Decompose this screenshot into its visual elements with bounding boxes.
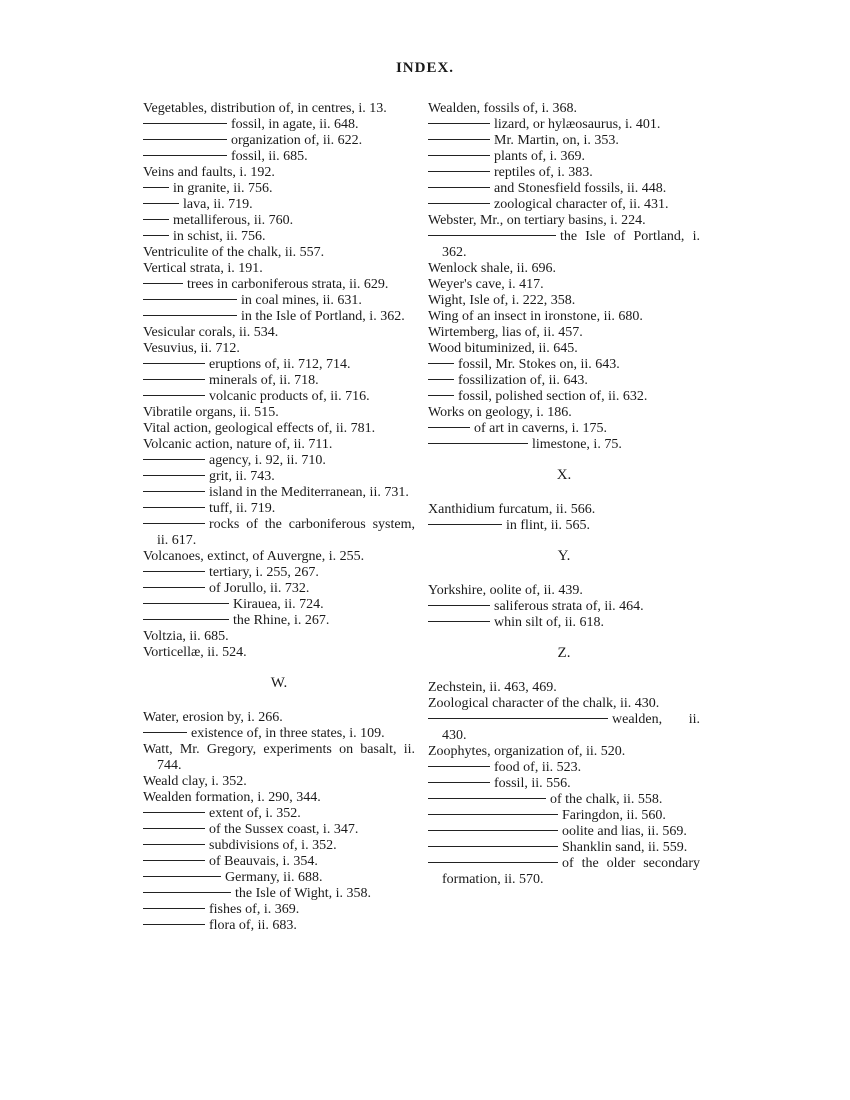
entry-text: fossilization of, ii. 643. (458, 373, 588, 388)
entry-text: the Rhine, i. 267. (233, 613, 330, 628)
index-entry (428, 760, 700, 776)
entry-text: minerals of, ii. 718. (209, 373, 319, 388)
entry-text: Wirtemberg, lias of, ii. 457. (428, 325, 583, 340)
ditto-dash (428, 395, 454, 396)
ditto-dash (143, 892, 231, 893)
ditto-dash (428, 123, 490, 124)
index-entry (143, 213, 415, 229)
entry-text: agency, i. 92, ii. 710. (209, 453, 326, 468)
index-entry (143, 902, 415, 918)
entry-text: in coal mines, ii. 631. (241, 293, 362, 308)
entry-text: food of, ii. 523. (494, 760, 582, 775)
entry-text: oolite and lias, ii. 569. (562, 824, 687, 839)
ditto-dash (428, 718, 608, 719)
entry-text: fossil, in agate, ii. 648. (231, 117, 359, 132)
index-entry (428, 181, 700, 197)
index-entry (428, 615, 700, 631)
entry-text: the Isle of Wight, i. 358. (235, 886, 372, 901)
ditto-dash (428, 605, 490, 606)
index-entry (428, 712, 700, 744)
index-entry (143, 726, 415, 742)
ditto-dash (143, 475, 205, 476)
ditto-dash (428, 814, 558, 815)
entry-text: in flint, ii. 565. (506, 518, 590, 533)
index-entry (143, 293, 415, 309)
entry-text: Mr. Martin, on, i. 353. (494, 133, 619, 148)
entry-text: Vertical strata, i. 191. (143, 261, 263, 276)
entry-text: Germany, ii. 688. (225, 870, 323, 885)
index-entry (428, 277, 700, 293)
entry-text: subdivisions of, i. 352. (209, 838, 337, 853)
index-entry (143, 549, 415, 565)
ditto-dash (428, 443, 528, 444)
index-entry (428, 502, 700, 518)
ditto-dash (428, 798, 546, 799)
index-entry (428, 341, 700, 357)
index-entry (143, 565, 415, 581)
ditto-dash (428, 187, 490, 188)
index-entry (143, 645, 415, 661)
index-entry (428, 583, 700, 599)
index-column-left (143, 101, 415, 934)
entry-text: Kirauea, ii. 724. (233, 597, 324, 612)
index-entry (143, 373, 415, 389)
ditto-dash (143, 587, 205, 588)
index-entry (428, 808, 700, 824)
entry-text: lava, ii. 719. (183, 197, 253, 212)
entry-text: flora of, ii. 683. (209, 918, 297, 933)
ditto-dash (428, 524, 502, 525)
index-entry (428, 389, 700, 405)
ditto-dash (143, 283, 183, 284)
entry-text: Volcanoes, extinct, of Auvergne, i. 255. (143, 549, 365, 564)
ditto-dash (143, 571, 205, 572)
ditto-dash (143, 523, 205, 524)
entry-text: Volcanic action, nature of, ii. 711. (143, 437, 333, 452)
entry-text: Wight, Isle of, i. 222, 358. (428, 293, 576, 308)
index-entry (143, 149, 415, 165)
index-entry (143, 629, 415, 645)
entry-text: grit, ii. 743. (209, 469, 275, 484)
index-entry (143, 918, 415, 934)
index-entry (428, 213, 700, 229)
entry-text: metalliferous, ii. 760. (173, 213, 294, 228)
entry-text: Zechstein, ii. 463, 469. (428, 680, 557, 695)
ditto-dash (428, 235, 556, 236)
entry-text: in the Isle of Portland, i. 362. (241, 309, 405, 324)
index-entry (143, 870, 415, 886)
index-entry (143, 886, 415, 902)
index-entry (428, 680, 700, 696)
entry-text: Watt, Mr. Gregory, experiments on basalt, ii. 744. (143, 742, 415, 773)
entry-text: Wealden formation, i. 290, 344. (143, 790, 321, 805)
entry-text: Zoological character of the chalk, ii. 430. (428, 696, 660, 711)
index-entry (428, 373, 700, 389)
index-entry (428, 405, 700, 421)
ditto-dash (143, 363, 205, 364)
ditto-dash (428, 203, 490, 204)
entry-text: lizard, or hylæosaurus, i. 401. (494, 117, 661, 132)
index-entry (143, 469, 415, 485)
index-entry (143, 517, 415, 549)
entry-text: Xanthidium furcatum, ii. 566. (428, 502, 596, 517)
entry-text: Voltzia, ii. 685. (143, 629, 229, 644)
index-entry (428, 309, 700, 325)
index-entry (428, 357, 700, 373)
index-entry (143, 165, 415, 181)
index-entry (143, 277, 415, 293)
index-entry (143, 405, 415, 421)
index-entry (143, 501, 415, 517)
entry-text: reptiles of, i. 383. (494, 165, 593, 180)
entry-text: of the Sussex coast, i. 347. (209, 822, 359, 837)
entry-text: existence of, in three states, i. 109. (191, 726, 385, 741)
entry-text: organization of, ii. 622. (231, 133, 363, 148)
index-entry (428, 856, 700, 888)
index-entry (428, 518, 700, 534)
entry-text: Vesuvius, ii. 712. (143, 341, 240, 356)
entry-text: fossil, polished section of, ii. 632. (458, 389, 648, 404)
ditto-dash (143, 315, 237, 316)
ditto-dash (143, 876, 221, 877)
index-entry (143, 325, 415, 341)
ditto-dash (143, 812, 205, 813)
index-entry (428, 792, 700, 808)
index-entry (428, 117, 700, 133)
index-entry (143, 181, 415, 197)
index-entry (143, 806, 415, 822)
entry-text: Vital action, geological effects of, ii. 781. (143, 421, 376, 436)
index-entry (143, 389, 415, 405)
entry-text: Vegetables, distribution of, in centres, i. 13. (143, 101, 387, 116)
index-entry (143, 437, 415, 453)
ditto-dash (428, 363, 454, 364)
entry-text: tertiary, i. 255, 267. (209, 565, 319, 580)
index-entry (428, 599, 700, 615)
ditto-dash (143, 619, 229, 620)
index-entry (428, 696, 700, 712)
ditto-dash (143, 860, 205, 861)
ditto-dash (143, 603, 229, 604)
entry-text: Vibratile organs, ii. 515. (143, 405, 279, 420)
index-entry (143, 309, 415, 325)
index-entry (428, 149, 700, 165)
entry-text: Faringdon, ii. 560. (562, 808, 666, 823)
entry-text: of Beauvais, i. 354. (209, 854, 318, 869)
entry-text: Wealden, fossils of, i. 368. (428, 101, 577, 116)
ditto-dash (143, 507, 205, 508)
index-entry (143, 613, 415, 629)
ditto-dash (428, 155, 490, 156)
entry-text: Shanklin sand, ii. 559. (562, 840, 688, 855)
entry-text: of art in caverns, i. 175. (474, 421, 607, 436)
ditto-dash (143, 908, 205, 909)
index-entry (428, 101, 700, 117)
index-entry (143, 790, 415, 806)
index-entry (428, 261, 700, 277)
entry-text: Wenlock shale, ii. 696. (428, 261, 556, 276)
entry-text: rocks of the carboniferous system, ii. 617. (157, 517, 415, 548)
index-entry (143, 117, 415, 133)
ditto-dash (143, 828, 205, 829)
ditto-dash (428, 379, 454, 380)
ditto-dash (143, 219, 169, 220)
index-entry (428, 293, 700, 309)
index-entry (428, 840, 700, 856)
index-entry (143, 774, 415, 790)
ditto-dash (428, 621, 490, 622)
entry-text: Veins and faults, i. 192. (143, 165, 275, 180)
entry-text: Zoophytes, organization of, ii. 520. (428, 744, 626, 759)
index-entry (143, 453, 415, 469)
ditto-dash (143, 235, 169, 236)
ditto-dash (428, 139, 490, 140)
entry-text: whin silt of, ii. 618. (494, 615, 605, 630)
ditto-dash (428, 782, 490, 783)
entry-text: of the older secondary formation, ii. 570. (442, 856, 700, 887)
ditto-dash (143, 491, 205, 492)
index-entry (143, 357, 415, 373)
entry-text: tuff, ii. 719. (209, 501, 276, 516)
index-entry (143, 710, 415, 726)
ditto-dash (143, 123, 227, 124)
ditto-dash (143, 844, 205, 845)
index-entry (428, 421, 700, 437)
entry-text: in schist, ii. 756. (173, 229, 266, 244)
entry-text: Water, erosion by, i. 266. (143, 710, 283, 725)
ditto-dash (428, 427, 470, 428)
entry-text: Vesicular corals, ii. 534. (143, 325, 279, 340)
index-entry (428, 165, 700, 181)
ditto-dash (143, 203, 179, 204)
index-entry (428, 744, 700, 760)
entry-text: fishes of, i. 369. (209, 902, 300, 917)
index-entry (143, 581, 415, 597)
entry-text: Webster, Mr., on tertiary basins, i. 224. (428, 213, 646, 228)
index-entry (143, 421, 415, 437)
entry-text: zoological character of, ii. 431. (494, 197, 669, 212)
index-entry (143, 854, 415, 870)
entry-text: trees in carboniferous strata, ii. 629. (187, 277, 389, 292)
entry-text: wealden, ii. 430. (442, 712, 700, 743)
ditto-dash (143, 379, 205, 380)
index-entry (143, 133, 415, 149)
ditto-dash (143, 187, 169, 188)
index-entry (143, 838, 415, 854)
index-entry (428, 776, 700, 792)
index-entry (428, 133, 700, 149)
index-entry (143, 229, 415, 245)
index-entry (143, 197, 415, 213)
entry-text: island in the Mediterranean, ii. 731. (209, 485, 409, 500)
section-letter: Y. (557, 548, 571, 564)
entry-text: of Jorullo, ii. 732. (209, 581, 310, 596)
entry-text: plants of, i. 369. (494, 149, 585, 164)
index-entry (143, 261, 415, 277)
entry-text: Wing of an insect in ironstone, ii. 680. (428, 309, 643, 324)
entry-text: extent of, i. 352. (209, 806, 301, 821)
entry-text: Weald clay, i. 352. (143, 774, 247, 789)
entry-text: limestone, i. 75. (532, 437, 622, 452)
ditto-dash (428, 862, 558, 863)
index-entry (143, 597, 415, 613)
page-title: INDEX. (395, 60, 455, 76)
entry-text: in granite, ii. 756. (173, 181, 273, 196)
entry-text: Works on geology, i. 186. (428, 405, 572, 420)
index-entry (428, 437, 700, 453)
section-letter: W. (270, 675, 288, 691)
index-entry (143, 485, 415, 501)
ditto-dash (143, 155, 227, 156)
index-entry (143, 245, 415, 261)
entry-text: saliferous strata of, ii. 464. (494, 599, 644, 614)
entry-text: volcanic products of, ii. 716. (209, 389, 370, 404)
entry-text: fossil, ii. 556. (494, 776, 571, 791)
index-entry (143, 101, 415, 117)
index-entry (143, 822, 415, 838)
ditto-dash (143, 299, 237, 300)
ditto-dash (143, 459, 205, 460)
index-entry (143, 742, 415, 774)
ditto-dash (143, 924, 205, 925)
ditto-dash (143, 732, 187, 733)
entry-text: the Isle of Portland, i. 362. (442, 229, 700, 260)
index-entry (143, 341, 415, 357)
ditto-dash (143, 139, 227, 140)
ditto-dash (428, 171, 490, 172)
ditto-dash (428, 830, 558, 831)
section-letter: X. (556, 467, 572, 483)
entry-text: and Stonesfield fossils, ii. 448. (494, 181, 667, 196)
entry-text: Ventriculite of the chalk, ii. 557. (143, 245, 325, 260)
entry-text: fossil, Mr. Stokes on, ii. 643. (458, 357, 620, 372)
entry-text: of the chalk, ii. 558. (550, 792, 663, 807)
entry-text: Weyer's cave, i. 417. (428, 277, 544, 292)
section-letter: Z. (557, 645, 571, 661)
index-column-right (428, 101, 700, 888)
entry-text: Wood bituminized, ii. 645. (428, 341, 578, 356)
ditto-dash (428, 766, 490, 767)
ditto-dash (143, 395, 205, 396)
ditto-dash (428, 846, 558, 847)
entry-text: eruptions of, ii. 712, 714. (209, 357, 351, 372)
entry-text: Yorkshire, oolite of, ii. 439. (428, 583, 583, 598)
index-entry (428, 325, 700, 341)
entry-text: Vorticellæ, ii. 524. (143, 645, 247, 660)
index-entry (428, 824, 700, 840)
entry-text: fossil, ii. 685. (231, 149, 308, 164)
index-entry (428, 197, 700, 213)
index-entry (428, 229, 700, 261)
